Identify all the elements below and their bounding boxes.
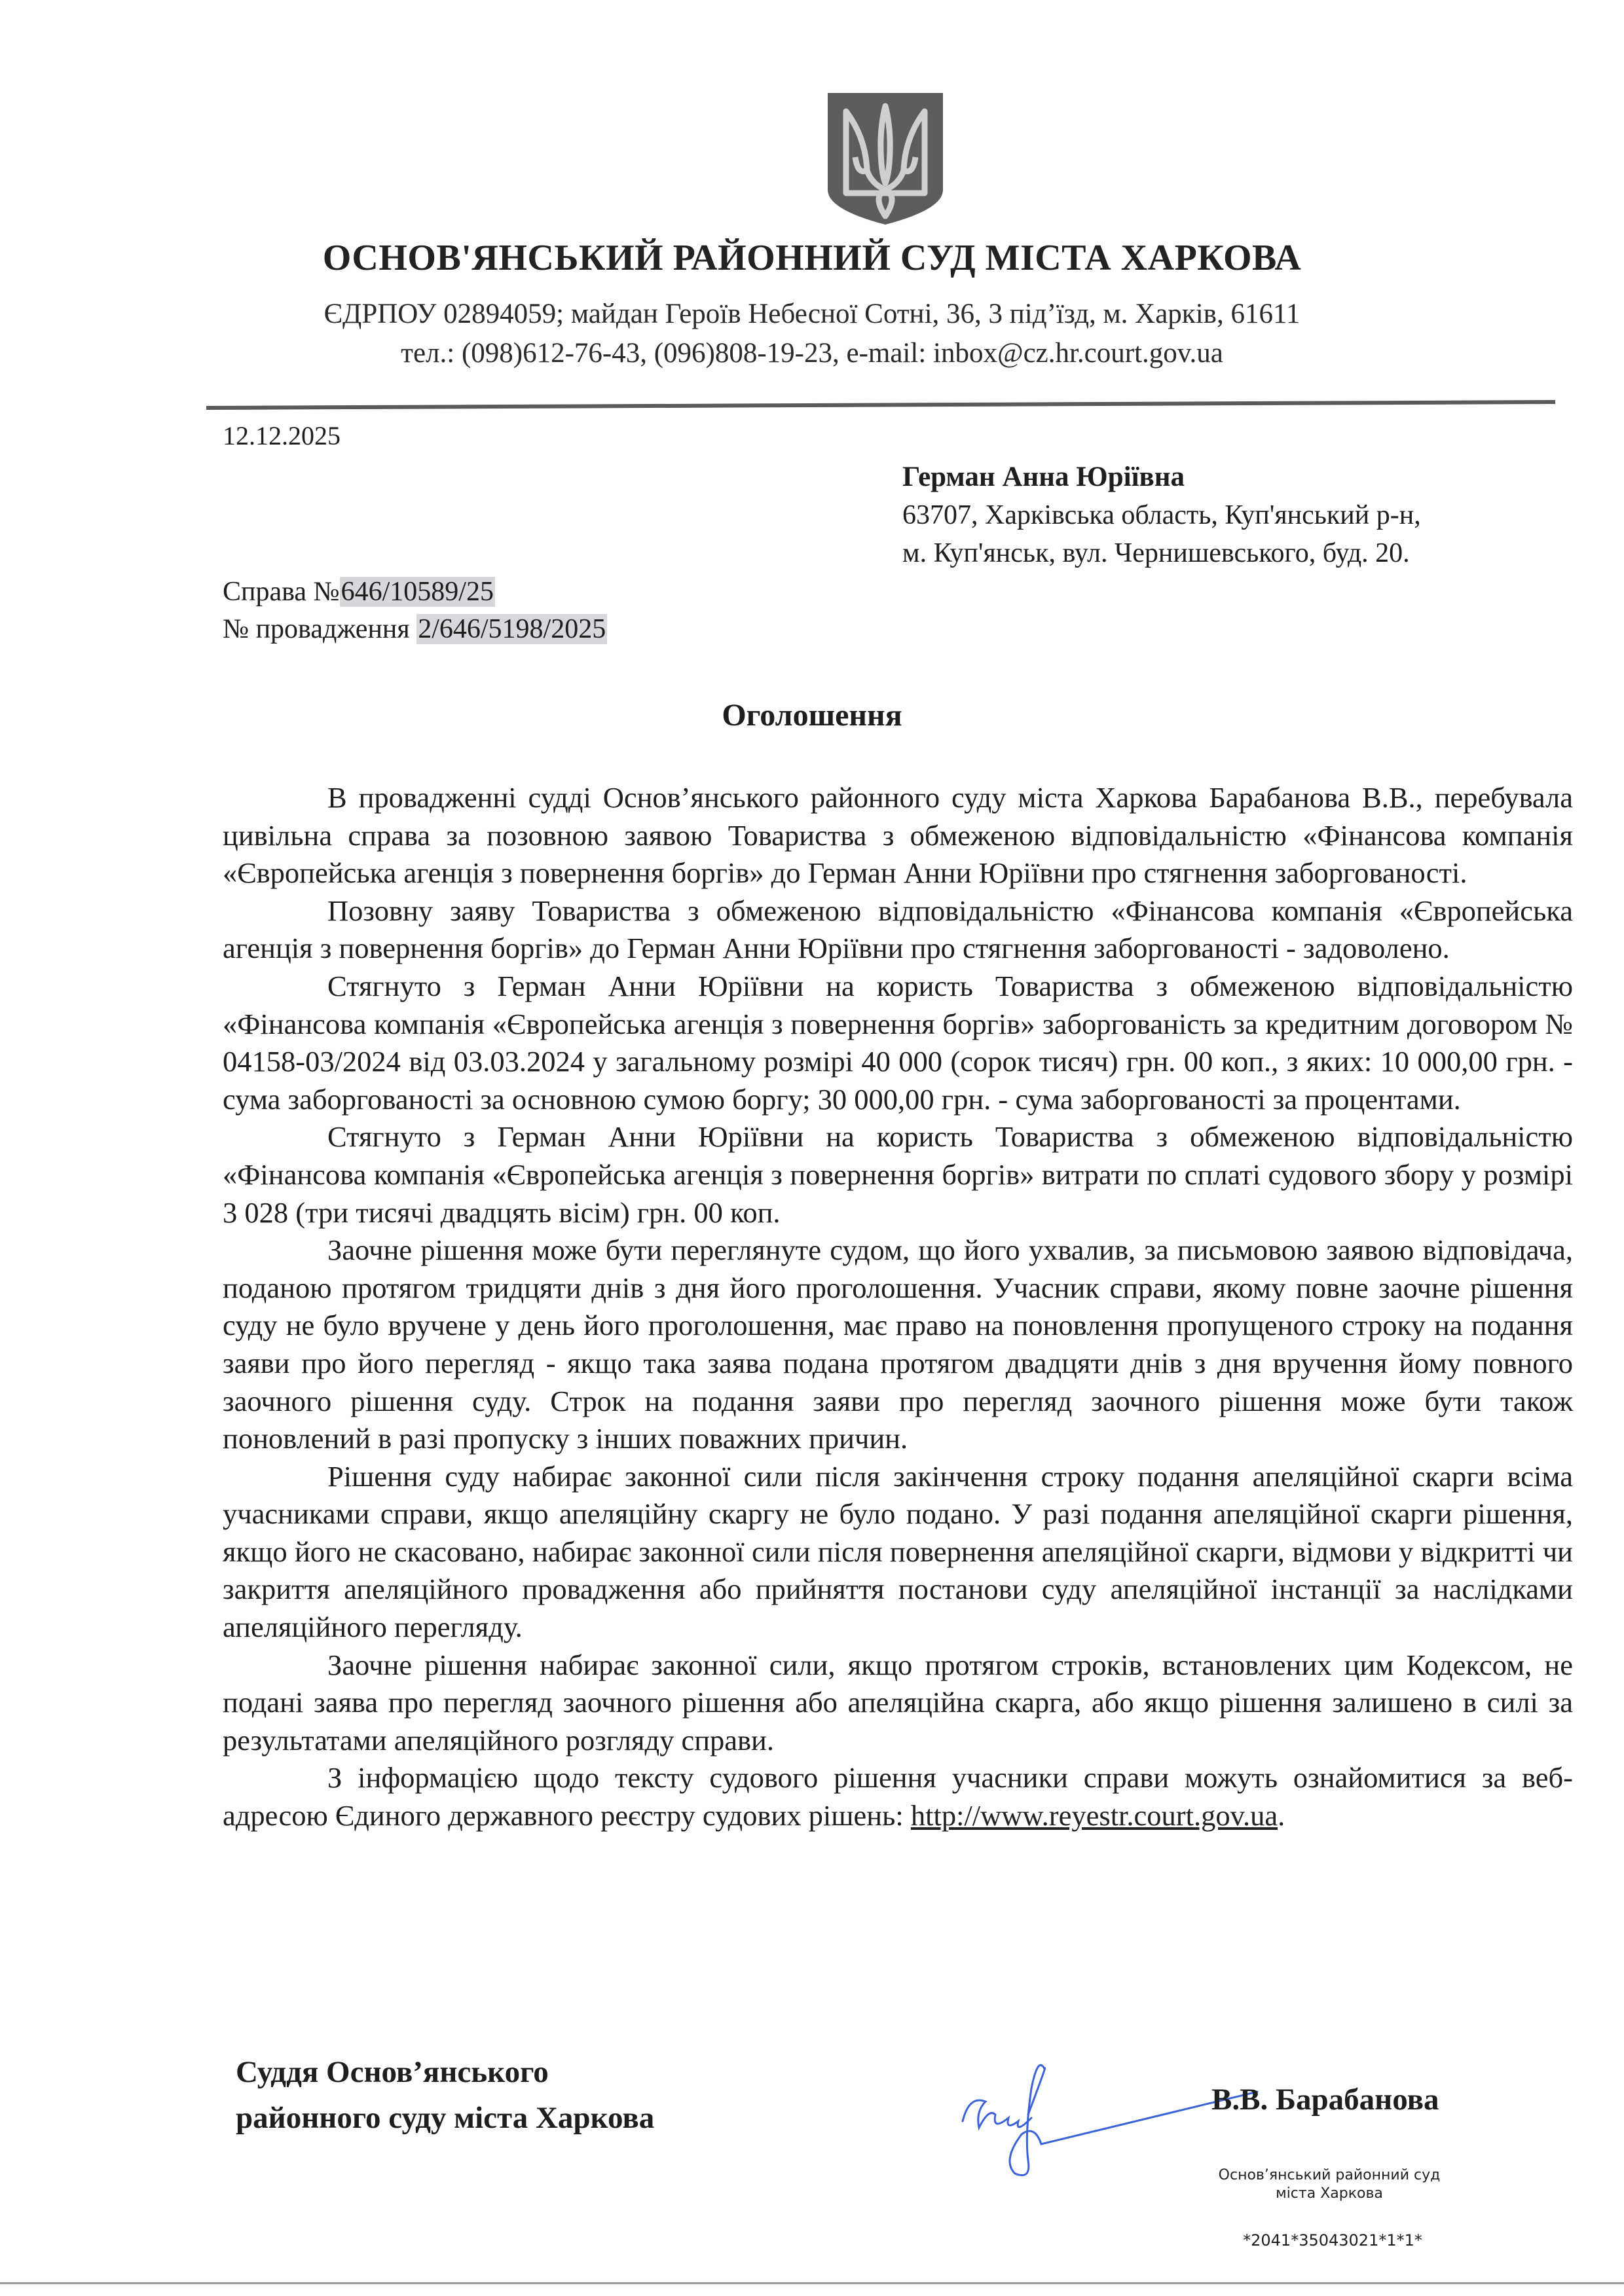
court-address: ЄДРПОУ 02894059; майдан Героїв Небесної Сотні, 36, 3 під’їзд, м. Харків, 61611 [323,299,1301,329]
notice-title: Оголошення [722,698,902,733]
court-contacts: тел.: (098)612-76-43, (096)808-19-23, e-mail: inbox@cz.hr.court.gov.ua [401,338,1223,369]
case-label: Справа № [223,577,340,607]
proceeding-number: 2/646/5198/2025 [418,614,606,644]
court-name-heading: ОСНОВ'ЯНСЬКИЙ РАЙОННИЙ СУД МІСТА ХАРКОВА [322,238,1302,278]
recipient-address-line2: м. Куп'янськ, вул. Чернишевського, буд. 20. [902,538,1410,568]
paragraph: В провадженні судді Основ’янського районного суду міста Харкова Барабанова В.В., перебувала цивільна справа за позовною заявою Товариства з обмеженою відповідальністю «Фінансова компанія «Європейська агенція з повернення боргів» до Герман Анни Юріївни про стягнення заборгованості. [223,781,1573,890]
registry-text: З інформацією щодо тексту судового рішення учасники справи можуть ознайомитися за веб-адресою Єдиного державного реєстру судових рішень: [223,1761,1573,1832]
paragraph: Рішення суду набирає законної сили після закінчення строку подання апеляційної скарги всіма учасниками справи, якщо апеляційну скаргу не було подано. У разі подання апеляційної скарги рішення, якщо його не скасовано, набирає законної сили після повернення апеляційної скарги, відмови у відкритті чи закриття апеляційного провадження або прийняття постанови суду апеляційної інстанції за наслідками апеляційного перегляду. [223,1459,1573,1644]
recipient-name: Герман Анна Юріївна [902,462,1185,492]
registry-suffix: . [1278,1799,1285,1832]
paragraph: Стягнуто з Герман Анни Юріївни на користь Товариства з обмеженою відповідальністю «Фінансова компанія «Європейська агенція з повернення боргів» заборгованість за кредитним договором № 04158-03/2024 від 03.03.2024 у загальному розмірі 40 000 (сорок тисяч) грн. 00 коп., з яких: 10 000,00 грн. - сума заборгованості за основною сумою боргу; 30 000,00 грн. - сума заборгованості за процентами. [223,969,1573,1116]
paragraph: Позовну заяву Товариства з обмеженою відповідальністю «Фінансова компанія «Європейська агенція з повернення боргів» до Герман Анни Юріївни про стягнення заборгованості - задоволено. [223,894,1573,965]
recipient-address-line1: 63707, Харківська область, Куп'янський р-н, [902,500,1421,530]
paragraph: Заочне рішення може бути переглянуте судом, що його ухвалив, за письмовою заявою відповідача, поданою протягом тридцяти днів з дня його проголошення. Учасник справи, якому повне заочне рішення суду не було вручене у день його проголошення, має право на поновлення пропущеного строку на подання заяви про його перегляд - якщо така заява подана протягом двадцяти днів з дня вручення йому повного заочного рішення суду. Строк на подання заяви про перегляд заочного рішення може бути також поновлений в разі пропуску з інших поважних причин. [223,1233,1573,1455]
proceeding-label: № провадження [223,614,417,644]
stamp-court-line2: міста Харкова [1276,2185,1383,2202]
barcode-icon [1074,2204,1591,2230]
judge-title-line1: Суддя Основ’янського [236,2055,549,2089]
stamp-court-line1: Основ’янський районний суд [1218,2167,1441,2183]
case-number-line [223,576,495,608]
footer-divider [0,2282,1624,2284]
case-number: 646/10589/25 [341,577,494,607]
barcode-number: *2041*35043021*1*1* [1243,2231,1422,2250]
document-date: 12.12.2025 [223,421,341,450]
paragraph: Стягнуто з Герман Анни Юріївни на користь Товариства з обмеженою відповідальністю «Фінансова компанія «Європейська агенція з повернення боргів» витрати по сплаті судового збору у розмірі 3 028 (три тисячі двадцять вісім) грн. 00 коп. [223,1120,1573,1229]
proceeding-number-line [223,613,607,645]
paragraph-registry-link [223,1759,1573,1834]
judge-name: В.В. Барабанова [1211,2083,1439,2117]
paragraph: Заочне рішення набирає законної сили, якщо протягом строків, встановлених цим Кодексом, не подані заява про перегляд заочного рішення або апеляційна скарга, або якщо рішення залишено в силі за результатами апеляційного розгляду справи. [223,1648,1573,1757]
header-divider [206,400,1555,410]
registry-link[interactable]: http://www.reyestr.court.gov.ua [910,1799,1278,1832]
notice-body [223,779,1573,1835]
judge-title-line2: районного суду міста Харкова [236,2101,655,2135]
coat-of-arms-icon [826,92,944,226]
